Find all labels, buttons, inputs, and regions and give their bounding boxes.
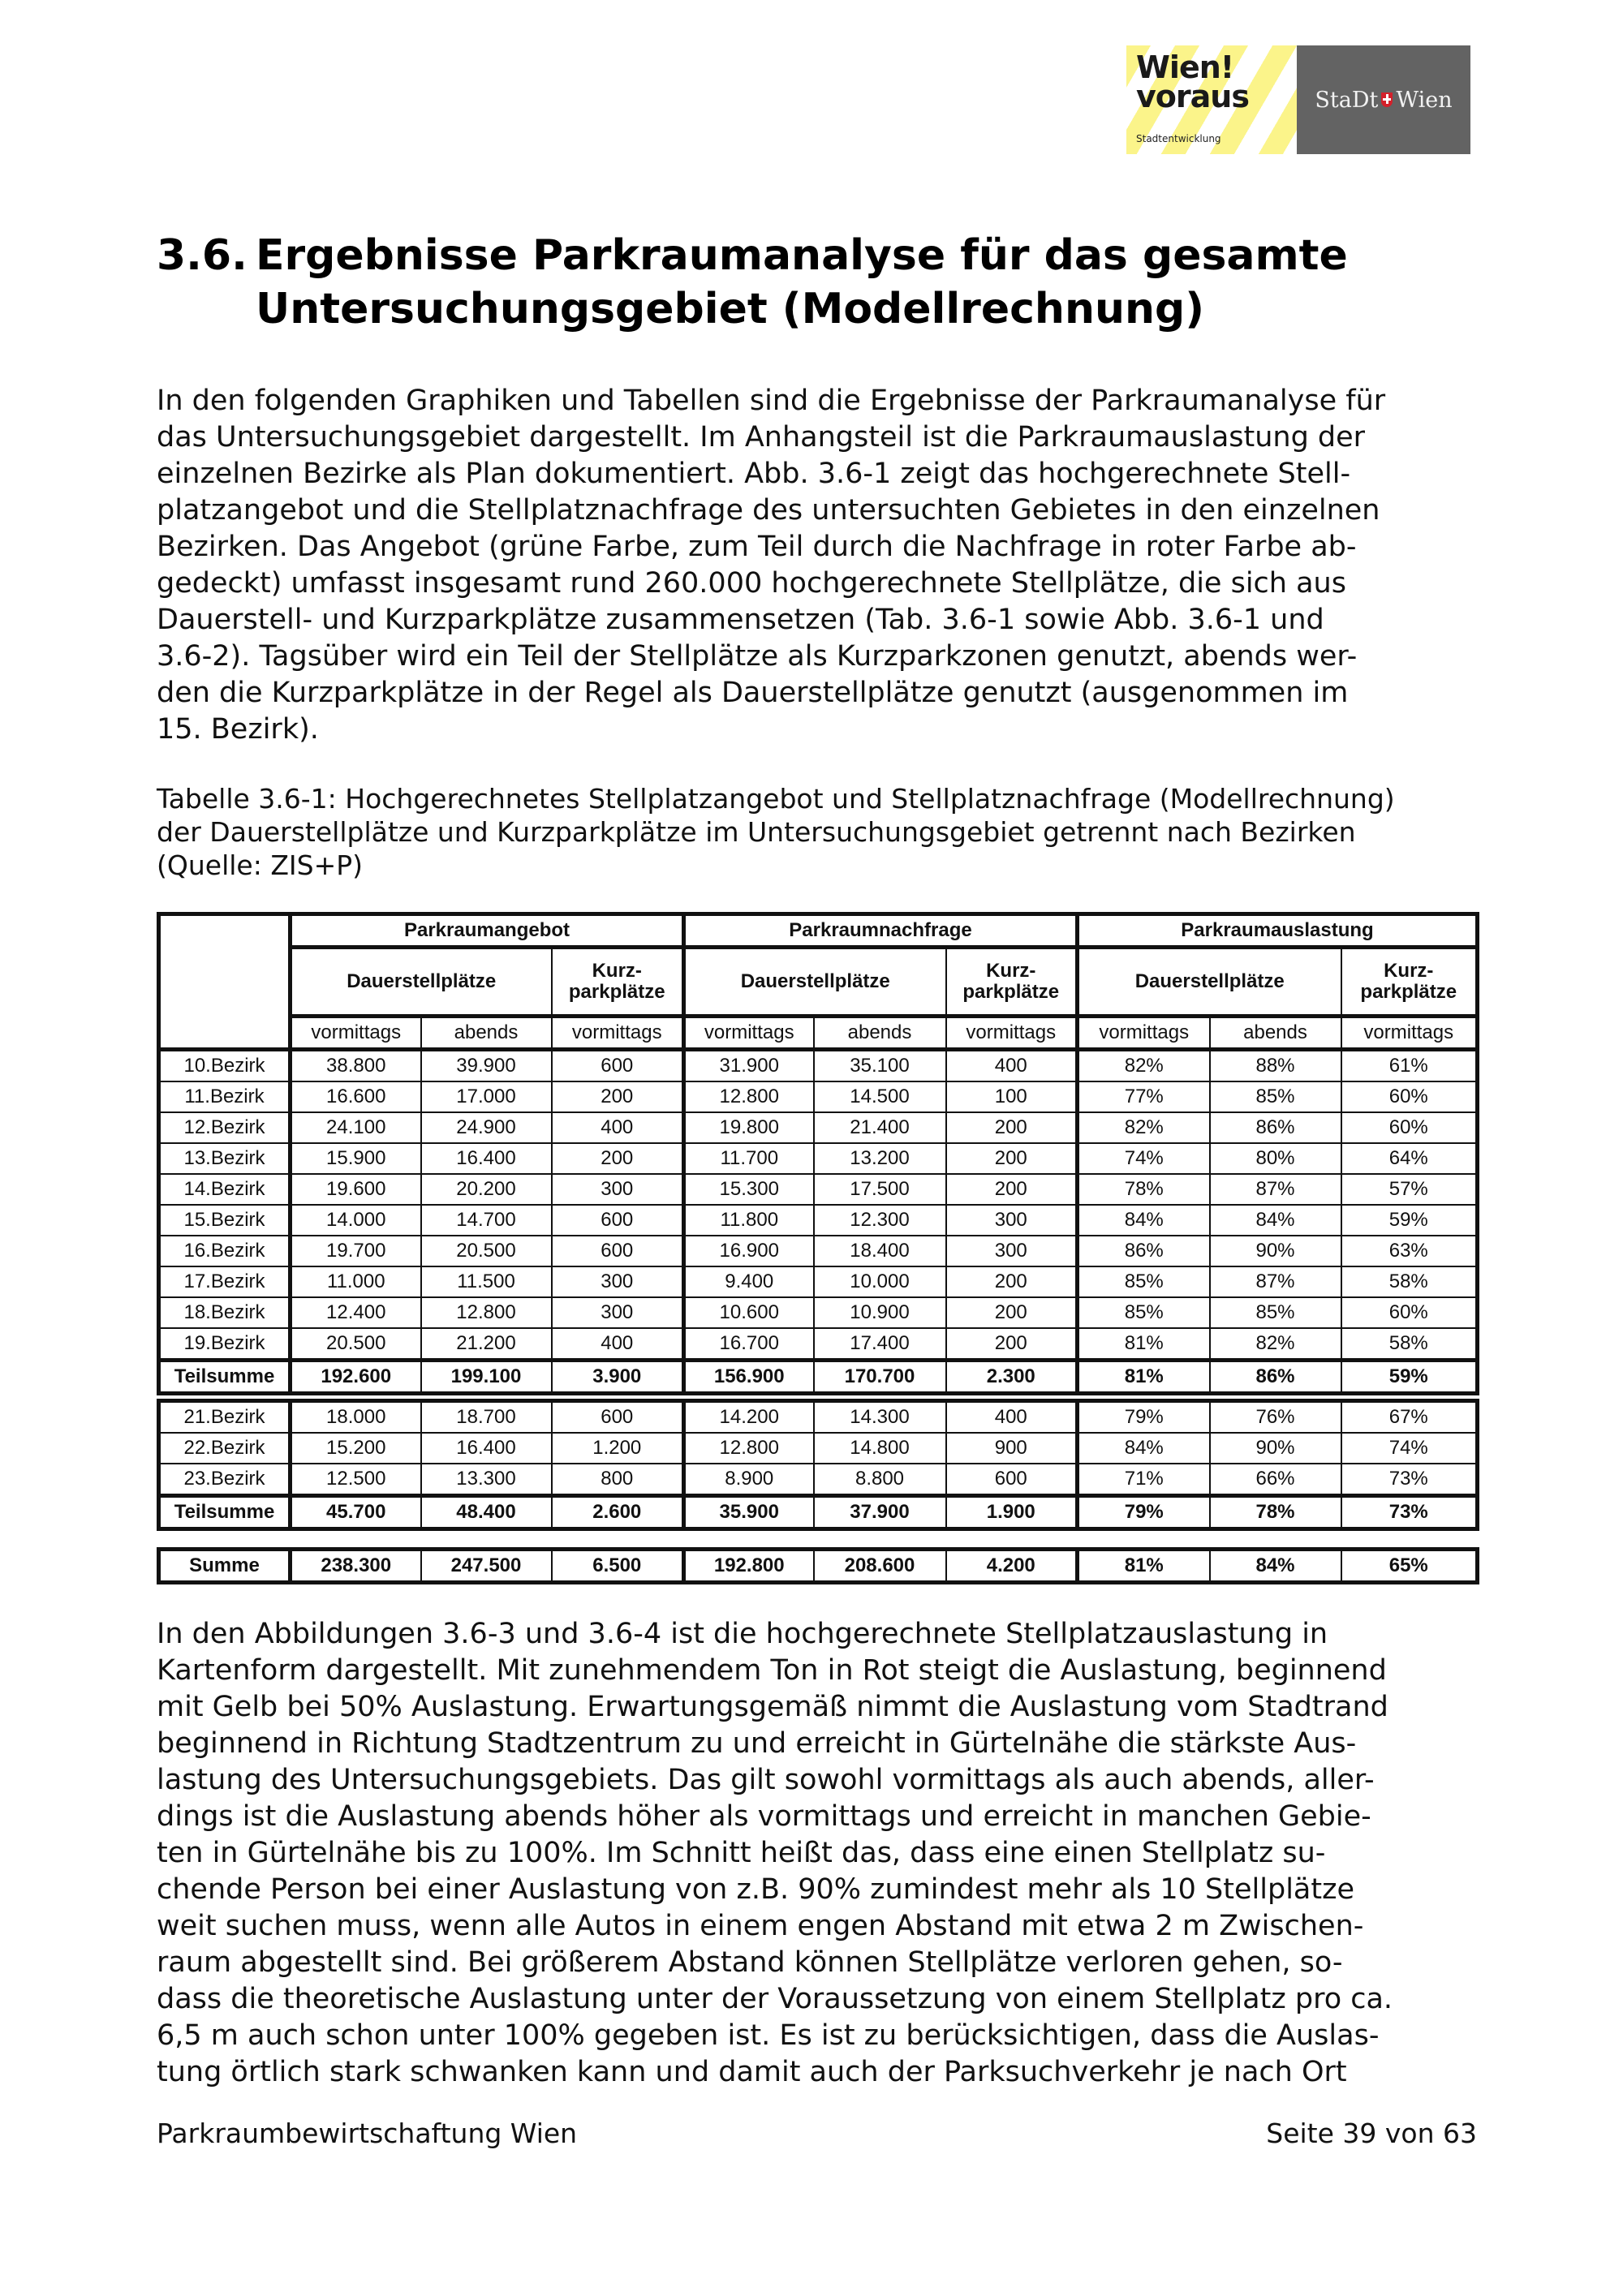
row-label: 22.Bezirk bbox=[159, 1433, 291, 1464]
subheader-kurzparkplaetze bbox=[1341, 948, 1478, 1017]
table-cell: 84% bbox=[1078, 1433, 1210, 1464]
row-label: 16.Bezirk bbox=[159, 1236, 291, 1266]
table-body-block2 bbox=[159, 1401, 1478, 1529]
table-cell: 11.500 bbox=[421, 1266, 552, 1297]
row-label: 21.Bezirk bbox=[159, 1401, 291, 1434]
footer-document-title: Parkraumbewirtschaftung Wien bbox=[157, 2118, 578, 2149]
table-cell: 16.900 bbox=[684, 1236, 814, 1266]
table-cell: 800 bbox=[552, 1464, 684, 1496]
table-cell: 200 bbox=[946, 1174, 1078, 1205]
row-label: 14.Bezirk bbox=[159, 1174, 291, 1205]
table-total-row bbox=[159, 1496, 1478, 1529]
table-row bbox=[159, 1205, 1478, 1236]
table-cell: 400 bbox=[946, 1050, 1078, 1082]
table-cell: 2.300 bbox=[946, 1361, 1078, 1394]
table-cell: 82% bbox=[1210, 1328, 1341, 1361]
table-cell: 10.000 bbox=[814, 1266, 946, 1297]
row-label: 11.Bezirk bbox=[159, 1081, 291, 1112]
table-cell: 200 bbox=[946, 1297, 1078, 1328]
table-cell: 16.400 bbox=[421, 1433, 552, 1464]
table-cell: 86% bbox=[1210, 1361, 1341, 1394]
time-label: abends bbox=[1210, 1017, 1341, 1050]
section-heading bbox=[157, 229, 1487, 336]
table-cell: 247.500 bbox=[421, 1550, 552, 1583]
group-header-angebot: Parkraumangebot bbox=[291, 914, 684, 948]
table-cell: 300 bbox=[946, 1236, 1078, 1266]
table-cell: 400 bbox=[552, 1112, 684, 1143]
table-cell: 81% bbox=[1078, 1328, 1210, 1361]
table-cell: 18.000 bbox=[291, 1401, 421, 1434]
table-row bbox=[159, 1143, 1478, 1174]
time-label: abends bbox=[421, 1017, 552, 1050]
table-cell: 63% bbox=[1341, 1236, 1478, 1266]
table-cell: 3.900 bbox=[552, 1361, 684, 1394]
paragraph-line: gedeckt) umfasst insgesamt rund 260.000 hochgerechnete Stellplätze, die sich aus bbox=[157, 567, 1346, 600]
table-cell: 100 bbox=[946, 1081, 1078, 1112]
paragraph-line: das Untersuchungsgebiet dargestellt. Im Anhangsteil ist die Parkraumauslastung der bbox=[157, 421, 1366, 454]
table-cell: 200 bbox=[946, 1112, 1078, 1143]
heading-line-2: Untersuchungsgebiet (Modellrechnung) bbox=[256, 285, 1204, 333]
table-cell: 20.500 bbox=[421, 1236, 552, 1266]
table-cell: 24.900 bbox=[421, 1112, 552, 1143]
table-cell: 14.200 bbox=[684, 1401, 814, 1434]
row-label: 23.Bezirk bbox=[159, 1464, 291, 1496]
table-cell: 61% bbox=[1341, 1050, 1478, 1082]
table-cell: 192.600 bbox=[291, 1361, 421, 1394]
table-cell: 14.300 bbox=[814, 1401, 946, 1434]
row-label: 17.Bezirk bbox=[159, 1266, 291, 1297]
table-total-row bbox=[159, 1550, 1478, 1583]
stadt-wien-logo bbox=[1297, 45, 1470, 154]
table-cell: 10.900 bbox=[814, 1297, 946, 1328]
time-label: vormittags bbox=[946, 1017, 1078, 1050]
table-cell: 13.200 bbox=[814, 1143, 946, 1174]
table-cell: 16.600 bbox=[291, 1081, 421, 1112]
table-cell: 66% bbox=[1210, 1464, 1341, 1496]
table-cell: 600 bbox=[552, 1050, 684, 1082]
table-cell: 19.700 bbox=[291, 1236, 421, 1266]
table-cell: 8.900 bbox=[684, 1464, 814, 1496]
table-cell: 14.500 bbox=[814, 1081, 946, 1112]
paragraph-line: In den Abbildungen 3.6-3 und 3.6-4 ist die hochgerechnete Stellplatzauslastung in bbox=[157, 1618, 1328, 1650]
table-cell: 38.800 bbox=[291, 1050, 421, 1082]
row-label: 19.Bezirk bbox=[159, 1328, 291, 1361]
table-cell: 156.900 bbox=[684, 1361, 814, 1394]
table-cell: 73% bbox=[1341, 1496, 1478, 1529]
logo-text-voraus: voraus bbox=[1136, 79, 1249, 114]
table-cell: 400 bbox=[552, 1328, 684, 1361]
time-label: vormittags bbox=[1341, 1017, 1478, 1050]
table-cell: 11.800 bbox=[684, 1205, 814, 1236]
table-cell: 82% bbox=[1078, 1050, 1210, 1082]
table-body-grand-total bbox=[159, 1550, 1478, 1583]
table-cell: 15.200 bbox=[291, 1433, 421, 1464]
table-cell: 16.400 bbox=[421, 1143, 552, 1174]
table-cell: 64% bbox=[1341, 1143, 1478, 1174]
logo-text-stadt: StaDt bbox=[1315, 87, 1379, 113]
table-cell: 17.400 bbox=[814, 1328, 946, 1361]
table-cell: 12.500 bbox=[291, 1464, 421, 1496]
logo-text-stadtentwicklung: Stadtentwicklung bbox=[1136, 133, 1221, 144]
table-cell: 60% bbox=[1341, 1297, 1478, 1328]
table-cell: 21.400 bbox=[814, 1112, 946, 1143]
table-cell: 86% bbox=[1078, 1236, 1210, 1266]
vienna-shield-icon bbox=[1381, 92, 1393, 107]
table-caption bbox=[157, 782, 1395, 882]
table-cell: 21.200 bbox=[421, 1328, 552, 1361]
table-cell: 208.600 bbox=[814, 1550, 946, 1583]
table-row bbox=[159, 1433, 1478, 1464]
table-cell: 8.800 bbox=[814, 1464, 946, 1496]
table-cell: 192.800 bbox=[684, 1550, 814, 1583]
table-cell: 200 bbox=[946, 1143, 1078, 1174]
paragraph-line: den die Kurzparkplätze in der Regel als Dauerstellplätze genutzt (ausgenommen im bbox=[157, 677, 1349, 709]
subheader-kurz-line1: Kurz- bbox=[986, 960, 1036, 982]
table-cell: 31.900 bbox=[684, 1050, 814, 1082]
paragraph-line: lastung des Untersuchungsgebiets. Das gilt sowohl vormittags als auch abends, aller- bbox=[157, 1764, 1375, 1796]
table-cell: 300 bbox=[946, 1205, 1078, 1236]
paragraph-line: weit suchen muss, wenn alle Autos in einem engen Abstand mit etwa 2 m Zwischen- bbox=[157, 1910, 1364, 1942]
table-cell: 15.300 bbox=[684, 1174, 814, 1205]
subheader-kurz-line1: Kurz- bbox=[1384, 960, 1434, 982]
table-cell: 14.000 bbox=[291, 1205, 421, 1236]
table-cell: 400 bbox=[946, 1401, 1078, 1434]
table-cell: 81% bbox=[1078, 1361, 1210, 1394]
table-cell: 200 bbox=[946, 1328, 1078, 1361]
table-cell: 6.500 bbox=[552, 1550, 684, 1583]
caption-line: (Quelle: ZIS+P) bbox=[157, 849, 364, 881]
table-cell: 12.400 bbox=[291, 1297, 421, 1328]
table-cell: 79% bbox=[1078, 1496, 1210, 1529]
table-cell: 18.700 bbox=[421, 1401, 552, 1434]
row-label: Summe bbox=[159, 1550, 291, 1583]
table-cell: 12.800 bbox=[684, 1433, 814, 1464]
subheader-kurz-line1: Kurz- bbox=[592, 960, 642, 982]
time-label: vormittags bbox=[552, 1017, 684, 1050]
parking-table-grand-total bbox=[157, 1547, 1479, 1584]
table-cell: 85% bbox=[1078, 1266, 1210, 1297]
paragraph-line: 6,5 m auch schon unter 100% gegeben ist. Es ist zu berücksichtigen, dass die Auslas- bbox=[157, 2019, 1380, 2052]
table-cell: 48.400 bbox=[421, 1496, 552, 1529]
table-cell: 238.300 bbox=[291, 1550, 421, 1583]
paragraph-line: 3.6-2). Tagsüber wird ein Teil der Stellplätze als Kurzparkzonen genutzt, abends wer- bbox=[157, 640, 1358, 673]
paragraph-line: In den folgenden Graphiken und Tabellen sind die Ergebnisse der Parkraumanalyse für bbox=[157, 385, 1386, 417]
table-cell: 90% bbox=[1210, 1236, 1341, 1266]
table-cell: 15.900 bbox=[291, 1143, 421, 1174]
row-label: Teilsumme bbox=[159, 1496, 291, 1529]
table-cell: 86% bbox=[1210, 1112, 1341, 1143]
table-cell: 35.900 bbox=[684, 1496, 814, 1529]
paragraph-line: 15. Bezirk). bbox=[157, 713, 319, 746]
table-cell: 57% bbox=[1341, 1174, 1478, 1205]
time-label: vormittags bbox=[1078, 1017, 1210, 1050]
paragraph-line: raum abgestellt sind. Bei größerem Abstand können Stellplätze verloren gehen, so- bbox=[157, 1946, 1343, 1979]
heading-line-1: Ergebnisse Parkraumanalyse für das gesamte bbox=[256, 231, 1348, 280]
paragraph-line: platzangebot und die Stellplatznachfrage des untersuchten Gebietes in den einzelnen bbox=[157, 494, 1380, 527]
row-label: 12.Bezirk bbox=[159, 1112, 291, 1143]
table-row bbox=[159, 1081, 1478, 1112]
table-cell: 17.500 bbox=[814, 1174, 946, 1205]
table-cell: 18.400 bbox=[814, 1236, 946, 1266]
table-cell: 24.100 bbox=[291, 1112, 421, 1143]
row-label: 13.Bezirk bbox=[159, 1143, 291, 1174]
paragraph-line: einzelnen Bezirke als Plan dokumentiert. Abb. 3.6-1 zeigt das hochgerechnete Stell- bbox=[157, 458, 1351, 490]
section-number: 3.6. bbox=[157, 231, 248, 280]
table-row bbox=[159, 1112, 1478, 1143]
table-cell: 81% bbox=[1078, 1550, 1210, 1583]
paragraph-line: Bezirken. Das Angebot (grüne Farbe, zum Teil durch die Nachfrage in roter Farbe ab- bbox=[157, 531, 1357, 563]
table-row bbox=[159, 1464, 1478, 1496]
table-cell: 73% bbox=[1341, 1464, 1478, 1496]
paragraph-line: chende Person bei einer Auslastung von z.B. 90% zumindest mehr als 10 Stellplätze bbox=[157, 1873, 1354, 1906]
table-cell: 300 bbox=[552, 1174, 684, 1205]
paragraph-line: dings ist die Auslastung abends höher als vormittags und erreicht in manchen Gebie- bbox=[157, 1800, 1371, 1833]
time-label: vormittags bbox=[291, 1017, 421, 1050]
intro-paragraph bbox=[157, 383, 1385, 748]
table-row bbox=[159, 1401, 1478, 1434]
paragraph-line: Kartenform dargestellt. Mit zunehmendem Ton in Rot steigt die Auslastung, beginnend bbox=[157, 1654, 1387, 1687]
table-cell: 170.700 bbox=[814, 1361, 946, 1394]
time-label: abends bbox=[814, 1017, 946, 1050]
table-cell: 85% bbox=[1078, 1297, 1210, 1328]
paragraph-line: tung örtlich stark schwanken kann und damit auch der Parksuchverkehr je nach Ort bbox=[157, 2056, 1347, 2088]
table-cell: 300 bbox=[552, 1297, 684, 1328]
caption-line: Tabelle 3.6-1: Hochgerechnetes Stellplatzangebot und Stellplatznachfrage (Modellrechnung) bbox=[157, 783, 1395, 815]
table-cell: 84% bbox=[1210, 1205, 1341, 1236]
table-row bbox=[159, 1174, 1478, 1205]
time-label: vormittags bbox=[684, 1017, 814, 1050]
table-cell: 300 bbox=[552, 1266, 684, 1297]
empty-header-cell bbox=[159, 914, 291, 1050]
table-row bbox=[159, 1266, 1478, 1297]
subheader-kurz-line2: parkplätze bbox=[962, 981, 1060, 1003]
table-cell: 39.900 bbox=[421, 1050, 552, 1082]
table-cell: 1.200 bbox=[552, 1433, 684, 1464]
logo-text-wien-city: Wien bbox=[1396, 87, 1453, 113]
table-cell: 84% bbox=[1210, 1550, 1341, 1583]
table-cell: 74% bbox=[1341, 1433, 1478, 1464]
table-cell: 1.900 bbox=[946, 1496, 1078, 1529]
paragraph-line: dass die theoretische Auslastung unter der Voraussetzung von einem Stellplatz pro ca. bbox=[157, 1983, 1393, 2015]
table-cell: 200 bbox=[552, 1143, 684, 1174]
table-cell: 79% bbox=[1078, 1401, 1210, 1434]
table-cell: 78% bbox=[1210, 1496, 1341, 1529]
table-cell: 11.000 bbox=[291, 1266, 421, 1297]
table-row bbox=[159, 1050, 1478, 1082]
header-logos bbox=[1126, 45, 1477, 154]
table-cell: 76% bbox=[1210, 1401, 1341, 1434]
table-cell: 900 bbox=[946, 1433, 1078, 1464]
table-cell: 85% bbox=[1210, 1081, 1341, 1112]
wien-voraus-logo bbox=[1126, 45, 1297, 154]
table-cell: 14.700 bbox=[421, 1205, 552, 1236]
table-cell: 13.300 bbox=[421, 1464, 552, 1496]
table-cell: 12.800 bbox=[684, 1081, 814, 1112]
table-cell: 71% bbox=[1078, 1464, 1210, 1496]
parking-table-main bbox=[157, 912, 1479, 1395]
table-cell: 90% bbox=[1210, 1433, 1341, 1464]
footer-page-number: Seite 39 von 63 bbox=[1266, 2118, 1477, 2149]
subheader-dauerstellplaetze: Dauerstellplätze bbox=[684, 948, 946, 1017]
subheader-kurzparkplaetze bbox=[946, 948, 1078, 1017]
paragraph-line: ten in Gürtelnähe bis zu 100%. Im Schnitt heißt das, dass eine einen Stellplatz su- bbox=[157, 1837, 1326, 1869]
parking-table-outer-districts bbox=[157, 1399, 1479, 1531]
table-cell: 59% bbox=[1341, 1361, 1478, 1394]
subheader-kurzparkplaetze bbox=[552, 948, 684, 1017]
table-row bbox=[159, 1236, 1478, 1266]
table-cell: 84% bbox=[1078, 1205, 1210, 1236]
subheader-dauerstellplaetze: Dauerstellplätze bbox=[1078, 948, 1341, 1017]
table-cell: 58% bbox=[1341, 1328, 1478, 1361]
table-cell: 65% bbox=[1341, 1550, 1478, 1583]
table-cell: 85% bbox=[1210, 1297, 1341, 1328]
table-cell: 80% bbox=[1210, 1143, 1341, 1174]
table-cell: 35.100 bbox=[814, 1050, 946, 1082]
table-cell: 20.500 bbox=[291, 1328, 421, 1361]
paragraph-line: mit Gelb bei 50% Auslastung. Erwartungsgemäß nimmt die Auslastung vom Stadtrand bbox=[157, 1691, 1388, 1723]
table-cell: 12.300 bbox=[814, 1205, 946, 1236]
table-total-row bbox=[159, 1361, 1478, 1394]
table-cell: 2.600 bbox=[552, 1496, 684, 1529]
table-cell: 9.400 bbox=[684, 1266, 814, 1297]
table-cell: 82% bbox=[1078, 1112, 1210, 1143]
table-cell: 200 bbox=[552, 1081, 684, 1112]
table-cell: 45.700 bbox=[291, 1496, 421, 1529]
caption-line: der Dauerstellplätze und Kurzparkplätze im Untersuchungsgebiet getrennt nach Bezirken bbox=[157, 816, 1356, 848]
paragraph-line: Dauerstell- und Kurzparkplätze zusammensetzen (Tab. 3.6-1 sowie Abb. 3.6-1 und bbox=[157, 604, 1324, 636]
paragraph-line: beginnend in Richtung Stadtzentrum zu und erreicht in Gürtelnähe die stärkste Aus- bbox=[157, 1727, 1357, 1760]
table-cell: 59% bbox=[1341, 1205, 1478, 1236]
table-body-block1 bbox=[159, 1050, 1478, 1394]
table-cell: 20.200 bbox=[421, 1174, 552, 1205]
table-cell: 37.900 bbox=[814, 1496, 946, 1529]
table-cell: 67% bbox=[1341, 1401, 1478, 1434]
logo-text-wien: Wien! bbox=[1136, 49, 1234, 85]
map-description-paragraph bbox=[157, 1616, 1393, 2091]
row-label: 10.Bezirk bbox=[159, 1050, 291, 1082]
table-cell: 11.700 bbox=[684, 1143, 814, 1174]
group-header-auslastung: Parkraumauslastung bbox=[1078, 914, 1478, 948]
table-cell: 60% bbox=[1341, 1081, 1478, 1112]
row-label: 18.Bezirk bbox=[159, 1297, 291, 1328]
table-cell: 16.700 bbox=[684, 1328, 814, 1361]
table-cell: 88% bbox=[1210, 1050, 1341, 1082]
row-label: 15.Bezirk bbox=[159, 1205, 291, 1236]
table-cell: 4.200 bbox=[946, 1550, 1078, 1583]
table-cell: 600 bbox=[552, 1205, 684, 1236]
table-cell: 199.100 bbox=[421, 1361, 552, 1394]
table-cell: 78% bbox=[1078, 1174, 1210, 1205]
table-row bbox=[159, 1297, 1478, 1328]
table-cell: 600 bbox=[552, 1401, 684, 1434]
table-cell: 58% bbox=[1341, 1266, 1478, 1297]
table-cell: 10.600 bbox=[684, 1297, 814, 1328]
table-row bbox=[159, 1328, 1478, 1361]
table-cell: 12.800 bbox=[421, 1297, 552, 1328]
table-cell: 600 bbox=[552, 1236, 684, 1266]
group-header-nachfrage: Parkraumnachfrage bbox=[684, 914, 1078, 948]
subheader-dauerstellplaetze: Dauerstellplätze bbox=[291, 948, 552, 1017]
table-cell: 17.000 bbox=[421, 1081, 552, 1112]
table-cell: 14.800 bbox=[814, 1433, 946, 1464]
table-cell: 74% bbox=[1078, 1143, 1210, 1174]
table-cell: 600 bbox=[946, 1464, 1078, 1496]
subheader-kurz-line2: parkplätze bbox=[568, 981, 665, 1003]
table-cell: 87% bbox=[1210, 1174, 1341, 1205]
table-cell: 87% bbox=[1210, 1266, 1341, 1297]
table-cell: 60% bbox=[1341, 1112, 1478, 1143]
table-cell: 19.800 bbox=[684, 1112, 814, 1143]
subheader-kurz-line2: parkplätze bbox=[1360, 981, 1457, 1003]
table-cell: 19.600 bbox=[291, 1174, 421, 1205]
table-cell: 200 bbox=[946, 1266, 1078, 1297]
row-label: Teilsumme bbox=[159, 1361, 291, 1394]
table-cell: 77% bbox=[1078, 1081, 1210, 1112]
